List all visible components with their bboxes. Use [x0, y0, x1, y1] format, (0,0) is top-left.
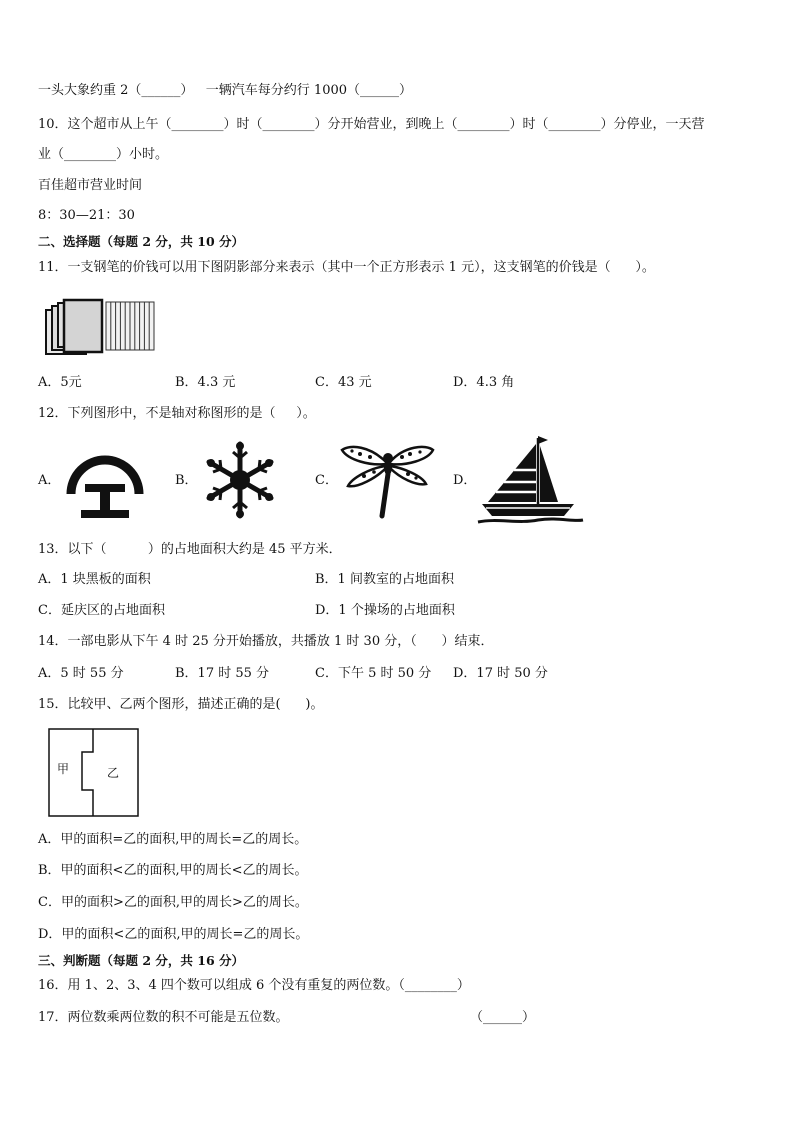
q13-option-b[interactable]: B．1 间教室的占地面积 [315, 572, 454, 587]
q11-text: 11．一支钢笔的价钱可以用下图阴影部分来表示（其中一个正方形表示 1 元），这支钢笔的价钱是（ ）。 [38, 260, 655, 275]
q9-continuation: 一头大象约重 2（______） 一辆汽车每分约行 1000（______） [38, 83, 413, 98]
q12-option-d[interactable]: D． [453, 473, 477, 488]
q15-option-d[interactable]: D．甲的面积<乙的面积,甲的周长=乙的周长。 [38, 927, 309, 942]
arch-logo-figure [65, 440, 145, 522]
q14-option-b[interactable]: B．17 时 55 分 [175, 666, 270, 681]
q13-option-a[interactable]: A．1 块黑板的面积 [38, 572, 151, 587]
q14-option-c[interactable]: C．下午 5 时 50 分 [315, 666, 432, 681]
q15-option-c[interactable]: C．甲的面积>乙的面积,甲的周长>乙的周长。 [38, 895, 308, 910]
q10-text-cont: 业（________）小时。 [38, 147, 169, 162]
q11-option-b[interactable]: B．4.3 元 [175, 375, 236, 390]
q15-option-b[interactable]: B．甲的面积<乙的面积,甲的周长<乙的周长。 [38, 863, 308, 878]
store-sign-hours: 8：30—21：30 [38, 208, 135, 223]
q12-text: 12．下列图形中，不是轴对称图形的是（ ）。 [38, 406, 316, 421]
section-choice-heading: 二、选择题（每题 2 分，共 10 分） [38, 234, 245, 249]
q17-text: 17．两位数乘两位数的积不可能是五位数。 [38, 1010, 289, 1025]
q12-option-b[interactable]: B． [175, 473, 198, 488]
store-sign-title: 百佳超市营业时间 [38, 178, 143, 193]
q11-option-a[interactable]: A．5元 [38, 375, 82, 390]
section-judge-heading: 三、判断题（每题 2 分，共 16 分） [38, 953, 245, 968]
q11-option-c[interactable]: C．43 元 [315, 375, 372, 390]
q13-text: 13．以下（ ）的占地面积大约是 45 平方米． [38, 542, 342, 557]
q17-answer-blank[interactable]: （______） [470, 1010, 536, 1025]
q13-option-d[interactable]: D．1 个操场的占地面积 [315, 603, 455, 618]
q12-option-c[interactable]: C． [315, 473, 338, 488]
q14-text: 14．一部电影从下午 4 时 25 分开始播放，共播放 1 时 30 分，（ ）结束． [38, 634, 494, 649]
q11-money-figure [44, 300, 159, 360]
q16-text: 16．用 1、2、3、4 四个数可以组成 6 个没有重复的两位数。（________） [38, 978, 470, 993]
q15-text: 15．比较甲、乙两个图形，描述正确的是( )。 [38, 697, 324, 712]
q14-option-a[interactable]: A．5 时 55 分 [38, 666, 124, 681]
q14-option-d[interactable]: D．17 时 50 分 [453, 666, 548, 681]
dragonfly-figure [340, 442, 435, 522]
snowflake-figure [200, 440, 280, 520]
label-jia: 甲 [57, 762, 70, 776]
q13-option-c[interactable]: C．延庆区的占地面积 [38, 603, 165, 618]
q11-option-d[interactable]: D．4.3 角 [453, 375, 515, 390]
sailboat-figure [478, 432, 583, 527]
q12-option-a[interactable]: A． [38, 473, 61, 488]
q10-text: 10．这个超市从上午（________）时（________）分开始营业，到晚上（________）时（________）分停业，一天营 [38, 117, 705, 132]
label-yi: 乙 [107, 766, 120, 780]
q15-option-a[interactable]: A．甲的面积=乙的面积,甲的周长=乙的周长。 [38, 832, 308, 847]
